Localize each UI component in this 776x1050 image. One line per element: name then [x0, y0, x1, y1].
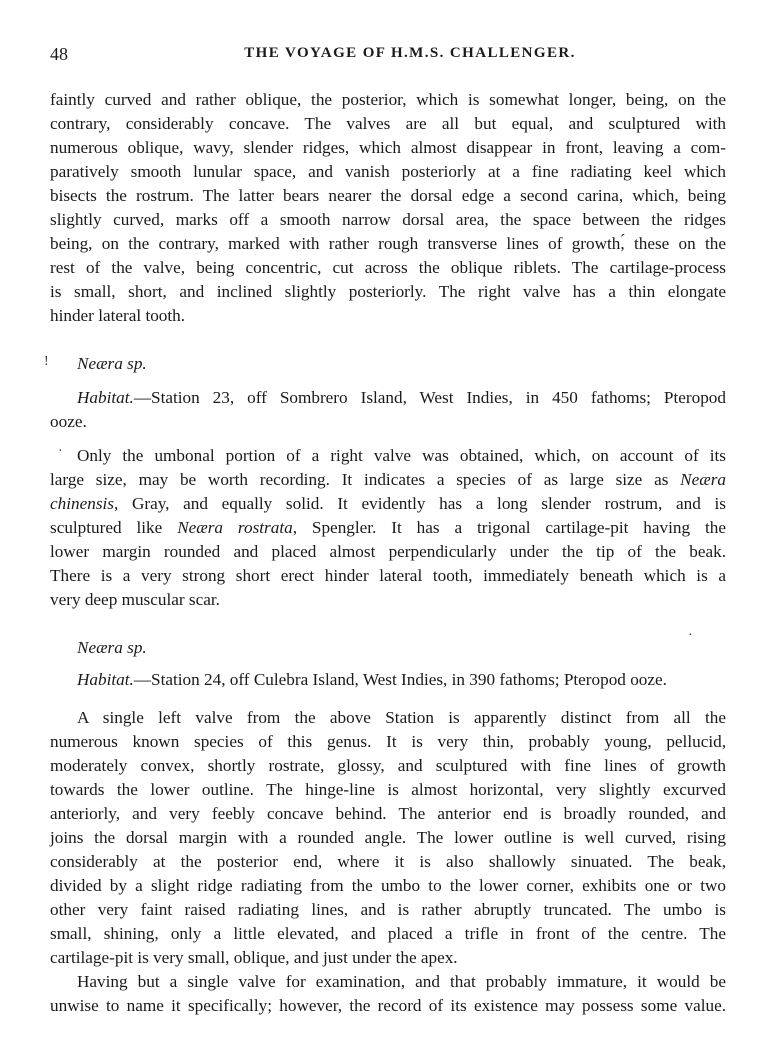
species-heading: Neæra sp.	[77, 354, 147, 373]
running-head	[50, 44, 730, 68]
paragraph-line: numerous known species of this genus. It is very thin, probably young, pellucid,	[50, 732, 726, 751]
paragraph-line: Having but a single valve for examination, and that probably immature, it would be	[77, 972, 726, 991]
running-title: THE VOYAGE OF H.M.S. CHALLENGER.	[244, 45, 576, 61]
paragraph-line	[50, 492, 726, 516]
species-name: Neæra rostrata	[177, 518, 293, 537]
habitat-text: —Station 24, off Culebra Island, West Indies, in 390 fathoms; Pteropod ooze.	[133, 670, 667, 689]
paragraph-line: hinder lateral tooth.	[50, 306, 186, 325]
paragraph-line: moderately convex, shortly rostrate, glossy, and sculptured with fine lines of growth	[50, 756, 726, 775]
paragraph-line: small, shining, only a little elevated, and placed a trifle in front of the centre. The	[50, 924, 726, 943]
paragraph-line: numerous oblique, wavy, slender ridges, which almost disappear in front, leaving a com-	[50, 138, 726, 157]
habitat-line	[77, 668, 726, 692]
text-run: , Spengler. It has a trigonal cartilage-pit having the	[292, 518, 726, 537]
paragraph-line: unwise to name it specifically; however, the record of its existence may possess some value.	[50, 996, 726, 1015]
paragraph-line: being, on the contrary, marked with rather rough transverse lines of growth,́ these on the	[50, 234, 726, 253]
margin-mark: ·	[58, 444, 63, 459]
paragraph-line: contrary, considerably concave. The valves are all but equal, and sculptured with	[50, 114, 726, 133]
paragraph-line: towards the lower outline. The hinge-line is almost horizontal, very slightly excurved	[50, 780, 726, 799]
paragraph-line: joins the dorsal margin with a rounded angle. The lower outline is well curved, rising	[50, 828, 726, 847]
paragraph-line: divided by a slight ridge radiating from the umbo to the lower corner, exhibits one or two	[50, 876, 726, 895]
paragraph-line: anteriorly, and very feebly concave behind. The anterior end is broadly rounded, and	[50, 804, 726, 823]
paragraph-line: considerably at the posterior end, where it is also shallowly sinuated. The beak,	[50, 852, 726, 871]
paragraph-line	[50, 516, 726, 540]
habitat-line	[77, 386, 726, 410]
paragraph-line: There is a very strong short erect hinder lateral tooth, immediately beneath which is a	[50, 566, 726, 585]
paragraph-line: other very faint raised radiating lines, and is rather abruptly truncated. The umbo is	[50, 900, 726, 919]
paragraph-line: rest of the valve, being concentric, cut across the oblique riblets. The cartilage-process	[50, 258, 726, 277]
habitat-line: ooze.	[50, 412, 87, 431]
species-name: chinensis	[50, 494, 114, 513]
species-name: Neæra	[680, 470, 726, 489]
paragraph-line: slightly curved, marks off a smooth narrow dorsal area, the space between the ridges	[50, 210, 726, 229]
paragraph-line: very deep muscular scar.	[50, 590, 220, 609]
paragraph-line: lower margin rounded and placed almost perpendicularly under the tip of the beak.	[50, 542, 726, 561]
page-number: 48	[50, 44, 68, 64]
margin-mark: !	[44, 354, 49, 369]
habitat-label: Habitat.	[77, 388, 134, 407]
margin-mark: ·	[688, 628, 693, 643]
habitat-text: —Station 23, off Sombrero Island, West Indies, in 450 fathoms; Pteropod	[133, 388, 726, 407]
paragraph-line: cartilage-pit is very small, oblique, and just under the apex.	[50, 948, 458, 967]
paragraph-line: paratively smooth lunular space, and vanish posteriorly at a fine radiating keel which	[50, 162, 726, 181]
paragraph-line: Only the umbonal portion of a right valve was obtained, which, on account of its	[77, 446, 726, 465]
habitat-label: Habitat.	[77, 670, 134, 689]
species-heading: Neæra sp.	[77, 638, 147, 657]
paragraph-line: faintly curved and rather oblique, the posterior, which is somewhat longer, being, on the	[50, 90, 726, 109]
paragraph-line: bisects the rostrum. The latter bears nearer the dorsal edge a second carina, which, being	[50, 186, 726, 205]
paragraph-line: A single left valve from the above Station is apparently distinct from all the	[77, 708, 726, 727]
text-run: sculptured like	[50, 518, 178, 537]
paragraph-line	[50, 468, 726, 492]
text-run: large size, may be worth recording. It indicates a species of as large size as	[50, 470, 681, 489]
text-run: , Gray, and equally solid. It evidently has a long slender rostrum, and is	[113, 494, 726, 513]
paragraph-line: is small, short, and inclined slightly posteriorly. The right valve has a thin elongate	[50, 282, 726, 301]
